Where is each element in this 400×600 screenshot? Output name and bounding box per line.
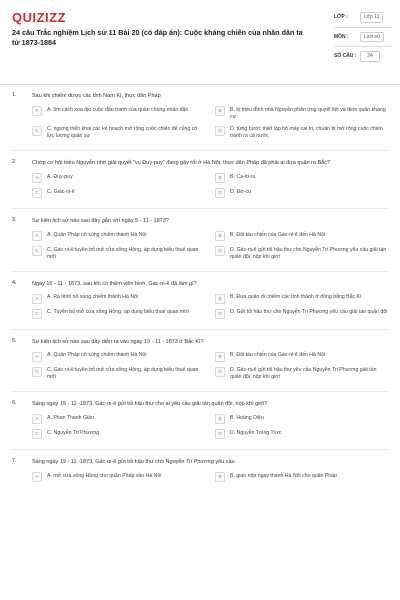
question-number: 4. bbox=[12, 279, 17, 286]
option-c[interactable] bbox=[32, 367, 205, 382]
option-text: D. từng bước thiết lập bộ máy cai trị, chuẩn bị mở rộng cuộc chiến tranh ra cả nước bbox=[230, 126, 383, 139]
option-a[interactable] bbox=[32, 294, 205, 304]
option-b[interactable] bbox=[215, 472, 388, 482]
option-letter-badge: B bbox=[215, 106, 225, 116]
option-text: A. Quân Pháp nổ súng chiếm thành Hà Nội bbox=[47, 231, 147, 238]
option-d[interactable] bbox=[215, 126, 388, 141]
option-b[interactable] bbox=[215, 173, 388, 183]
option-b[interactable] bbox=[215, 352, 388, 362]
option-text: A. Phan Thanh Giản bbox=[47, 414, 94, 421]
question-6 bbox=[0, 400, 400, 450]
header-divider bbox=[0, 84, 400, 85]
question-3 bbox=[0, 217, 400, 272]
option-d[interactable] bbox=[215, 309, 388, 319]
question-5 bbox=[0, 338, 400, 393]
question-divider bbox=[12, 150, 388, 151]
question-4 bbox=[0, 280, 400, 330]
option-text: D. Gác-ni-ê gửi tối hậu thư cho Nguyễn Tri Phương yêu cầu giải tán quân đội, nộp khí giới bbox=[230, 246, 387, 260]
question-list bbox=[0, 92, 400, 482]
question-divider bbox=[12, 391, 388, 392]
question-divider bbox=[12, 449, 388, 450]
options-grid bbox=[32, 173, 388, 198]
option-text: A. Đuy-puy bbox=[47, 173, 73, 180]
option-letter-badge: D bbox=[215, 246, 225, 256]
option-letter-badge: A bbox=[32, 231, 42, 241]
option-b[interactable] bbox=[215, 294, 388, 304]
question-divider bbox=[12, 271, 388, 272]
option-letter-badge: D bbox=[215, 188, 225, 198]
question-text: Sau khi chiếm được các tỉnh Nam Kì, thực dân Pháp bbox=[32, 93, 161, 99]
option-text: B. Đưa quân đi chiếm các tỉnh thành ở đồng bằng Bắc Kì bbox=[230, 294, 362, 300]
option-letter-badge: D bbox=[215, 429, 225, 439]
option-letter-badge: A bbox=[32, 472, 42, 482]
option-text: B. Đội tàu chiến của Gác-ni-ê đến Hà Nội bbox=[230, 231, 326, 238]
options-grid bbox=[32, 472, 388, 482]
quizizz-logo[interactable]: QUIZIZZ bbox=[12, 10, 67, 25]
option-c[interactable] bbox=[32, 246, 205, 261]
option-letter-badge: C bbox=[32, 126, 42, 136]
grade-value: Lớp 11 bbox=[360, 12, 383, 23]
subject-label: MÔN : bbox=[334, 33, 349, 40]
question-number: 3. bbox=[12, 217, 17, 223]
option-letter-badge: B bbox=[215, 294, 225, 304]
question-7 bbox=[0, 458, 400, 482]
option-letter-badge: C bbox=[32, 309, 42, 319]
question-text: Sự kiện lịch sử nào sau đây gắn với ngày 5 - 11 - 1873? bbox=[32, 218, 169, 224]
option-text: D. Gác-ni-ê gửi tối hậu thư yêu cầu Nguyễn Tri Phương giải tán quân đội, nộp khí giới bbox=[230, 367, 377, 380]
option-a[interactable] bbox=[32, 472, 205, 482]
question-number: 1. bbox=[12, 92, 17, 98]
options-grid bbox=[32, 294, 388, 319]
meta-divider bbox=[334, 27, 392, 28]
options-grid bbox=[32, 414, 388, 439]
worksheet-header bbox=[0, 0, 400, 84]
option-d[interactable] bbox=[215, 188, 388, 198]
option-letter-badge: D bbox=[215, 367, 225, 377]
option-letter-badge: C bbox=[32, 367, 42, 377]
option-text: B. Hoàng Diệu bbox=[230, 414, 264, 421]
option-c[interactable] bbox=[32, 309, 205, 319]
grade-label: LỚP : bbox=[334, 14, 348, 20]
worksheet-meta bbox=[334, 12, 392, 66]
option-text: A. mở cửa sông Hồng cho quân Pháp vào Hà Nội bbox=[47, 472, 162, 479]
option-b[interactable] bbox=[215, 231, 388, 241]
option-a[interactable] bbox=[32, 173, 205, 183]
option-a[interactable] bbox=[32, 231, 205, 241]
question-number: 7. bbox=[12, 458, 17, 464]
option-c[interactable] bbox=[32, 126, 205, 141]
question-text: Sáng ngày 19 - 11 -1873, Gác-ni-ê gửi tối hậu thư cho ai yêu cầu giải tán quân đội, nộp khí giới? bbox=[32, 401, 268, 407]
option-c[interactable] bbox=[32, 429, 205, 439]
question-number: 2. bbox=[12, 159, 17, 165]
option-text: B. giao nộp ngay thành Hà Nội cho quân Pháp bbox=[230, 472, 337, 479]
option-letter-badge: D bbox=[215, 126, 225, 136]
option-text: B. Đội tàu chiến của Gác-ni-ê đến Hà Nội bbox=[230, 352, 326, 358]
option-text: C. Giác-ni-ê bbox=[47, 188, 75, 195]
option-text: B. bị triều đình nhà Nguyễn phản ứng quyết liệt và đem quân kháng cự bbox=[230, 106, 386, 120]
option-d[interactable] bbox=[215, 246, 388, 261]
question-2 bbox=[0, 159, 400, 209]
question-1 bbox=[0, 92, 400, 151]
option-text: D. Gửi tối hậu thư cho Nguyễn Tri Phương yêu cầu giải tán quân đội bbox=[230, 309, 388, 315]
option-letter-badge: B bbox=[215, 414, 225, 424]
option-letter-badge: D bbox=[215, 309, 225, 319]
option-text: D. Đờ-cu bbox=[230, 188, 251, 195]
option-text: C. ngừng triển khai các kế hoạch mở rộng cuộc chiến để củng cố lực lượng quân sự bbox=[47, 126, 198, 139]
option-letter-badge: C bbox=[32, 188, 42, 198]
option-c[interactable] bbox=[32, 188, 205, 198]
question-text: Ngày 16 - 11 - 1873, sau khi có thêm viện binh, Gác-ni-ê đã làm gì? bbox=[32, 280, 197, 287]
option-letter-badge: A bbox=[32, 294, 42, 304]
options-grid bbox=[32, 106, 388, 140]
option-d[interactable] bbox=[215, 367, 388, 382]
option-b[interactable] bbox=[215, 414, 388, 424]
option-b[interactable] bbox=[215, 106, 388, 121]
option-letter-badge: A bbox=[32, 414, 42, 424]
option-text: A. tìm cách xoa dịu cuộc đấu tranh của quần chúng nhân dân bbox=[47, 106, 189, 113]
option-text: C. Gác-ni-ê tuyên bố mở cửa sông Hồng, áp dụng biểu thuế quan mới bbox=[47, 246, 199, 260]
option-letter-badge: B bbox=[215, 173, 225, 183]
option-text: B. Ca-to-ru bbox=[230, 173, 256, 180]
option-text: D. Nguyễn Trung Trực bbox=[230, 429, 282, 436]
option-letter-badge: C bbox=[32, 429, 42, 439]
options-grid bbox=[32, 352, 388, 382]
option-a[interactable] bbox=[32, 352, 205, 362]
option-letter-badge: A bbox=[32, 173, 42, 183]
question-text: Sáng ngày 19 - 11 -1873, Gác-ni-ê gửi tối hậu thư cho Nguyễn Tri Phương yêu cầu bbox=[32, 459, 235, 465]
option-letter-badge: B bbox=[215, 472, 225, 482]
question-divider bbox=[12, 208, 388, 209]
question-divider bbox=[12, 329, 388, 330]
option-d[interactable] bbox=[215, 429, 388, 439]
option-a[interactable] bbox=[32, 414, 205, 424]
subject-value: Lịch sử bbox=[360, 32, 384, 43]
option-text: A. Quân Pháp nổ súng chiếm thành Hà Nội bbox=[47, 352, 147, 358]
option-letter-badge: A bbox=[32, 106, 42, 116]
question-text: Chớp cơ hội triều Nguyễn nhờ giải quyết "vụ Đuy-puy" đang gây rối ở Hà Nội, thực dân Pháp đã phái ai đưa quân ra Bắc? bbox=[32, 160, 331, 166]
question-text: Sự kiện lịch sử nào sau đây diễn ra vào ngày 19 - 11 - 1873 ở Bắc Kì? bbox=[32, 338, 204, 345]
question-count-label: SỐ CÂU : bbox=[334, 53, 357, 59]
options-grid bbox=[32, 231, 388, 261]
option-text: C. Tuyên bố mở cửa sông Hồng, áp dụng biểu thuế quan mới bbox=[47, 309, 189, 315]
worksheet-title: 24 câu Trắc nghiệm Lịch sử 11 Bài 20 (có đáp án): Cuộc kháng chiến của nhân dân ta từ 1873-1884 bbox=[12, 28, 303, 47]
question-number: 5. bbox=[12, 337, 17, 344]
question-number: 6. bbox=[12, 400, 17, 406]
question-count-value: 24 bbox=[360, 51, 380, 62]
option-text: C. Nguyễn Tri Phương bbox=[47, 429, 100, 436]
meta-divider bbox=[334, 46, 392, 47]
option-letter-badge: B bbox=[215, 231, 225, 241]
option-letter-badge: A bbox=[32, 352, 42, 362]
option-text: C. Gác-ni-ê tuyên bố mở cửa sông Hồng, áp dụng biểu thuế quan mới bbox=[47, 367, 199, 380]
option-letter-badge: C bbox=[32, 246, 42, 256]
option-text: A. Ra lệnh nổ súng chiếm thành Hà Nội bbox=[47, 294, 139, 300]
option-letter-badge: B bbox=[215, 352, 225, 362]
option-a[interactable] bbox=[32, 106, 205, 121]
